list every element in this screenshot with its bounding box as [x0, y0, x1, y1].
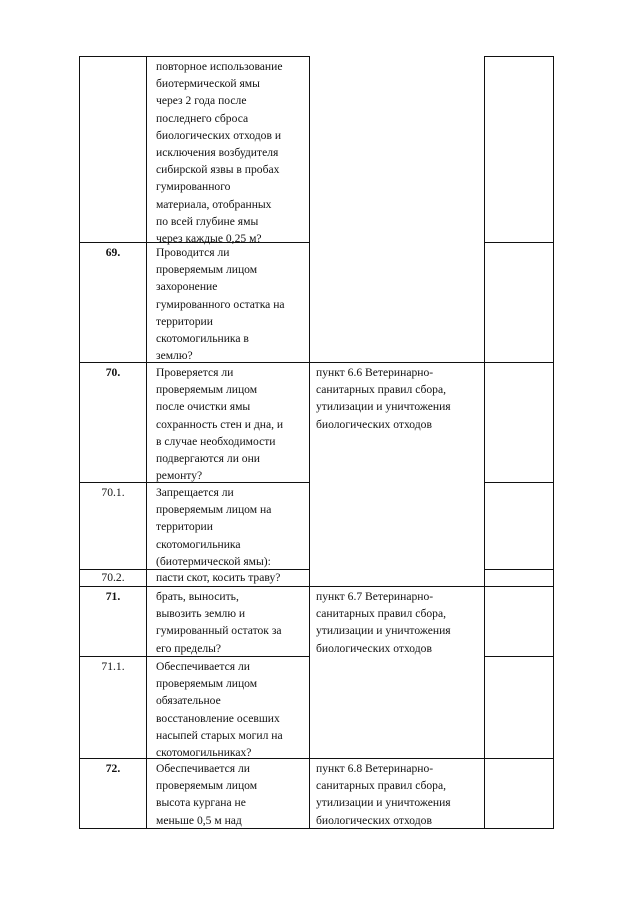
question-line: проверяемым лицом — [156, 383, 258, 397]
reference-cell — [316, 760, 451, 829]
question-line: проверяемым лицом — [156, 779, 258, 793]
question-line: исключения возбудителя — [156, 146, 279, 160]
question-cell — [156, 658, 283, 761]
reference-line: санитарных правил сбора, — [316, 779, 447, 793]
question-line: гумированный остаток за — [156, 624, 282, 638]
reference-line: утилизации и уничтожения — [316, 796, 451, 810]
reference-line: санитарных правил сбора, — [316, 383, 447, 397]
question-cell — [156, 760, 257, 829]
question-line: скотомогильника — [156, 537, 241, 551]
question-line: обязательное — [156, 694, 221, 708]
question-line: Обеспечивается ли — [156, 762, 250, 775]
question-line: территории — [156, 520, 213, 534]
question-line: гумированного остатка на — [156, 297, 285, 311]
row-number: 71. — [105, 590, 121, 603]
question-line: проверяемым лицом — [156, 263, 258, 277]
question-line: гумированного — [156, 180, 231, 194]
reference-line: пункт 6.7 Ветеринарно- — [316, 590, 434, 603]
question-line: (биотермической ямы): — [156, 554, 271, 568]
reference-line: биологических отходов — [316, 813, 432, 827]
question-line: биологических отходов и — [156, 128, 282, 142]
question-cell — [156, 588, 282, 657]
reference-line: пункт 6.8 Ветеринарно- — [316, 762, 434, 775]
question-cell — [156, 244, 285, 364]
row-number: 72. — [105, 762, 121, 775]
question-line: Обеспечивается ли — [156, 660, 250, 673]
reference-line: утилизации и уничтожения — [316, 624, 451, 638]
question-line: после очистки ямы — [156, 400, 251, 414]
question-line: через каждые 0,25 м? — [156, 232, 262, 246]
row-number: 70.1. — [101, 486, 125, 499]
row-number: 69. — [105, 246, 121, 259]
question-line: сибирской язвы в пробах — [156, 163, 280, 177]
question-line: его пределы? — [156, 641, 222, 655]
question-line: сохранность стен и дна, и — [156, 417, 284, 431]
question-line: восстановление осевших — [156, 711, 280, 725]
question-cell — [156, 570, 280, 586]
question-line: проверяемым лицом на — [156, 503, 272, 517]
question-line: в случае необходимости — [156, 434, 276, 448]
row-number: 71.1. — [101, 660, 125, 673]
question-line: насыпей старых могил на — [156, 728, 283, 742]
question-line: биотермической ямы — [156, 77, 260, 91]
question-line: землю? — [156, 349, 193, 363]
question-line: захоронение — [156, 280, 218, 294]
question-cell — [156, 364, 283, 484]
question-line: брать, выносить, — [156, 590, 239, 603]
reference-line: утилизации и уничтожения — [316, 400, 451, 414]
row-number: 70.2. — [101, 571, 125, 584]
question-line: последнего сброса — [156, 111, 249, 125]
question-line: проверяемым лицом — [156, 677, 258, 691]
question-line: вывозить землю и — [156, 607, 246, 621]
question-line: меньше 0,5 м над — [156, 813, 242, 827]
question-line: через 2 года после — [156, 94, 247, 108]
reference-line: пункт 6.6 Ветеринарно- — [316, 366, 434, 379]
question-cell — [156, 484, 271, 570]
question-line: по всей глубине ямы — [156, 214, 259, 228]
reference-line: биологических отходов — [316, 417, 432, 431]
question-cell — [156, 58, 282, 247]
question-line: ремонту? — [156, 469, 203, 483]
question-line: Запрещается ли — [156, 486, 234, 499]
reference-line: санитарных правил сбора, — [316, 607, 447, 621]
question-line: подвергаются ли они — [156, 452, 261, 466]
question-line: повторное использование — [156, 60, 283, 73]
reference-cell — [316, 588, 451, 657]
question-line: высота кургана не — [156, 796, 246, 810]
question-line: Проводится ли — [156, 246, 230, 259]
question-line: материала, отобранных — [156, 197, 272, 211]
question-line: пасти скот, косить траву? — [156, 571, 281, 584]
reference-line: биологических отходов — [316, 641, 432, 655]
row-number: 70. — [105, 366, 121, 379]
reference-cell — [316, 364, 451, 433]
question-line: скотомогильниках? — [156, 746, 252, 760]
question-line: Проверяется ли — [156, 366, 234, 379]
question-line: территории — [156, 314, 213, 328]
question-line: скотомогильника в — [156, 332, 249, 346]
